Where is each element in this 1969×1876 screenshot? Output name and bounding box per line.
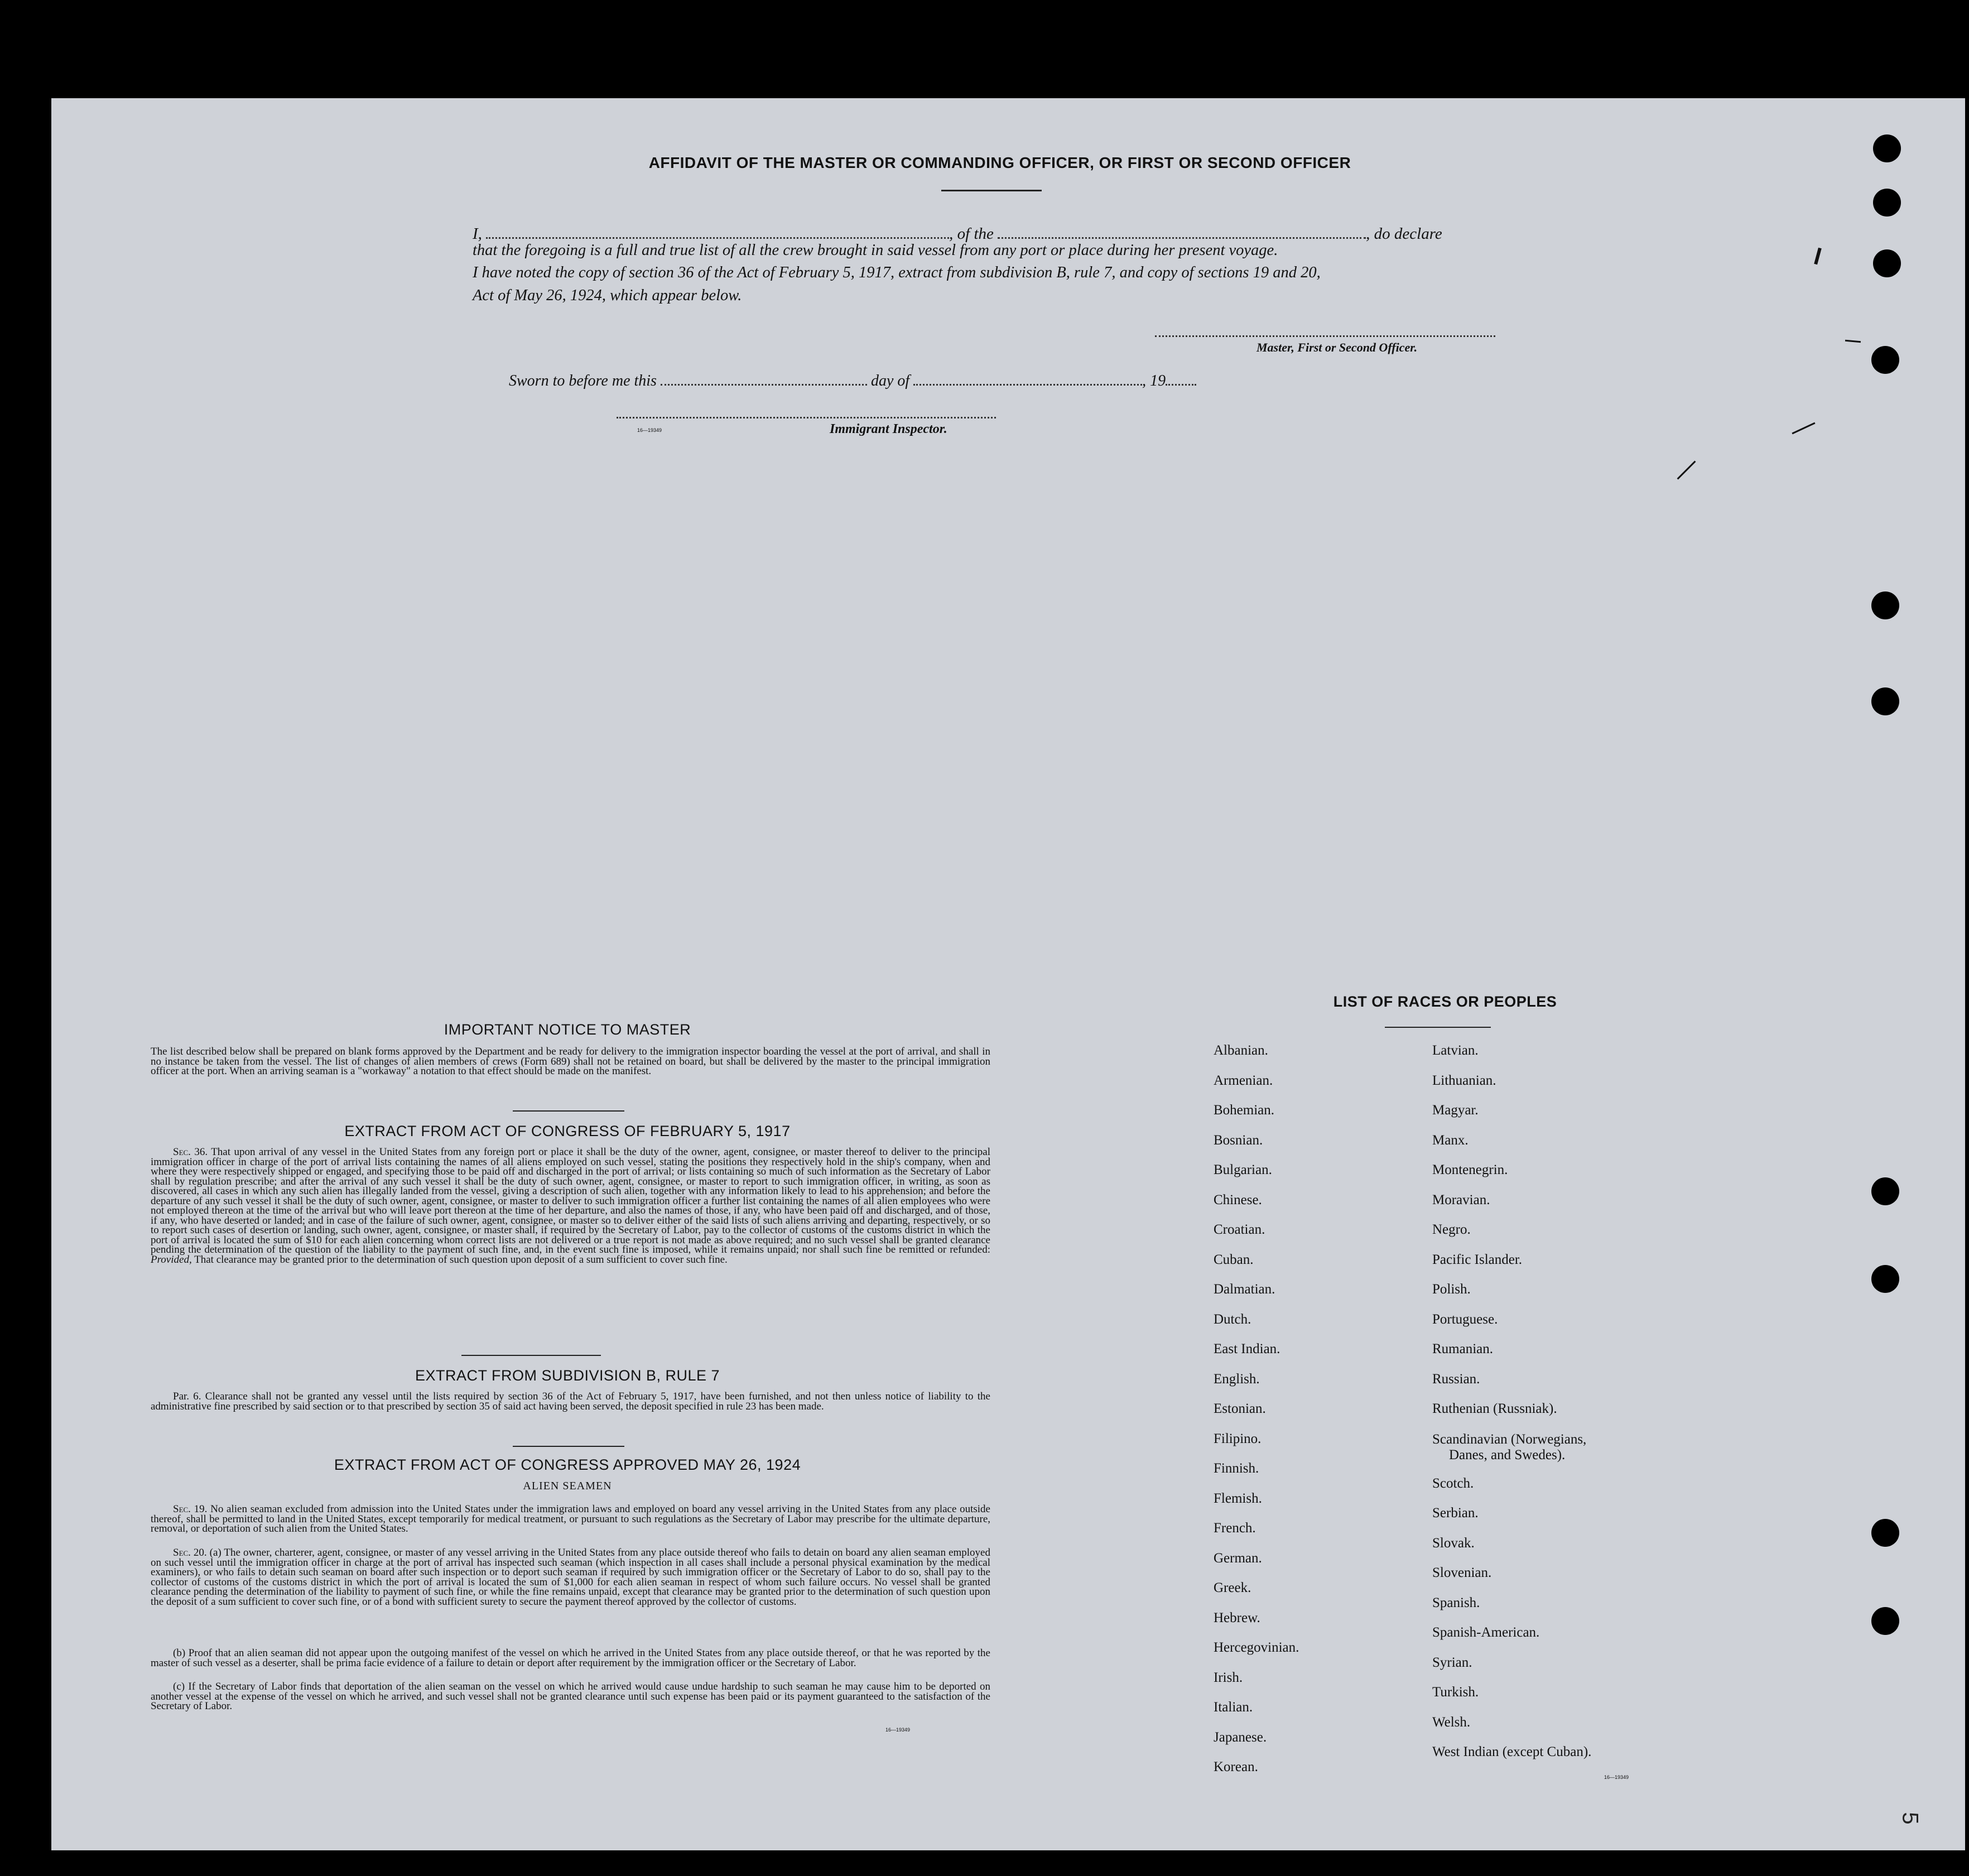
- vessel-blank[interactable]: [998, 218, 1366, 239]
- binder-hole: [1871, 1265, 1899, 1293]
- race-item: Scotch.: [1432, 1475, 1474, 1491]
- pen-mark: [1814, 248, 1822, 265]
- sec-20-label: Sec. 20.: [173, 1547, 207, 1558]
- affidavit-line-1: [473, 218, 1442, 243]
- race-item: Bulgarian.: [1214, 1162, 1272, 1177]
- race-item: Albanian.: [1214, 1043, 1268, 1058]
- title-divider: [941, 190, 1042, 191]
- race-item: Pacific Islander.: [1432, 1252, 1523, 1267]
- race-item: Russian.: [1432, 1371, 1480, 1387]
- race-item: Polish.: [1432, 1282, 1471, 1297]
- race-item: Finnish.: [1214, 1461, 1259, 1476]
- sworn-line: [509, 365, 1196, 390]
- race-item: Bosnian.: [1214, 1132, 1263, 1148]
- race-item: Turkish.: [1432, 1685, 1479, 1700]
- binder-hole: [1871, 591, 1899, 619]
- affidavit-line-2: that the foregoing is a full and true list of all the crew brought in said vessel from any port or place during her present voyage.: [473, 242, 1278, 259]
- affidavit-of-the: , of the: [949, 225, 994, 243]
- race-item: Welsh.: [1432, 1714, 1471, 1730]
- races-left-column: [1214, 1036, 1299, 1782]
- extract-1917-divider: [461, 1355, 601, 1356]
- race-item: Croatian.: [1214, 1222, 1265, 1237]
- affidavit-line-3: I have noted the copy of section 36 of the Act of February 5, 1917, extract from subdivision B, rule 7, and copy of sections 19 and 20,: [473, 264, 1321, 281]
- pen-mark: [1845, 340, 1861, 343]
- affidavit-i: I,: [473, 225, 482, 243]
- extract-1917-text: [151, 1147, 990, 1264]
- sec-19-body: No alien seaman excluded from admission into the United States under the immigration laws and employed on board any vessel arriving in the United States from any place outside thereof, shall be permitted to land in the United States, except temporarily for medical treatment, or pursuant to such regulations as the Secretary of Labor may prescribe for the ultimate departure, removal, or deportation of such alien from the United States.: [151, 1503, 990, 1535]
- race-item: Hebrew.: [1214, 1610, 1260, 1625]
- race-item: Magyar.: [1432, 1103, 1479, 1118]
- race-item: Irish.: [1214, 1670, 1243, 1685]
- sworn-month-blank[interactable]: [913, 365, 1142, 386]
- binder-hole: [1873, 249, 1901, 277]
- rule-7-title: EXTRACT FROM SUBDIVISION B, RULE 7: [415, 1367, 720, 1384]
- sec-20a-body: (a) The owner, charterer, agent, consignee, or master of any vessel arriving in the United States from any place outside thereof who fails to detain on board any alien seaman employed on such vessel until the immigration officer in charge at the port of arrival has inspected such seaman (which inspection in all cases shall include a personal physical examination by the medical examiners), or who fails to detain such seaman on board after such inspection or to deport such seaman if required by such immigration officer or the Secretary of Labor to do so, shall pay to the collector of customs of the customs district in which the port of arrival is located the sum of $1,000 for each alien seaman in respect of whom such failure occurs. No vessel shall be granted clearance pending the determination of the liability to payment of such fine, or while the fine remains unpaid, except that clearance may be granted prior to the determination of such question upon the deposit of a sum sufficient to cover such fine, or of a bond with sufficient surety to secure the payment thereof approved by the collector of customs.: [151, 1547, 990, 1608]
- sec-20b-text: (b) Proof that an alien seaman did not appear upon the outgoing manifest of the vessel on which he arrived in the United States from any place outside thereof, or that he was reported by the master of such vessel as a deserter, shall be prima facie evidence of a failure to detain or deport after requirement by the immigration officer or the Secretary of Labor.: [151, 1647, 990, 1669]
- race-item: Flemish.: [1214, 1490, 1262, 1506]
- alien-seamen-subtitle: ALIEN SEAMEN: [523, 1480, 612, 1492]
- race-item: Dalmatian.: [1214, 1282, 1275, 1297]
- race-item: Manx.: [1432, 1132, 1469, 1148]
- race-item: Slovenian.: [1432, 1565, 1492, 1580]
- inspector-signature-line[interactable]: [617, 417, 996, 419]
- binder-hole: [1871, 1607, 1899, 1635]
- race-item: Hercegovinian.: [1214, 1640, 1299, 1655]
- rule-7-divider: [513, 1446, 624, 1447]
- sec-19-label: Sec. 19.: [173, 1503, 208, 1515]
- race-item: Korean.: [1214, 1759, 1258, 1774]
- race-item: East Indian.: [1214, 1341, 1280, 1357]
- year-label: , 19: [1142, 372, 1166, 389]
- master-signature-label: Master, First or Second Officer.: [1256, 340, 1418, 354]
- master-signature-line[interactable]: [1155, 335, 1495, 337]
- sworn-year-blank[interactable]: [1166, 365, 1196, 386]
- binder-hole: [1871, 687, 1899, 715]
- race-scandinavian: Scandinavian (Norwegians,: [1432, 1431, 1587, 1447]
- binder-hole: [1871, 1177, 1899, 1205]
- race-item: Chinese.: [1214, 1192, 1262, 1208]
- affidavit-line-4: Act of May 26, 1924, which appear below.: [473, 287, 742, 304]
- race-item: Cuban.: [1214, 1252, 1254, 1267]
- binder-hole: [1873, 189, 1901, 217]
- name-blank[interactable]: [486, 218, 949, 239]
- race-item: Armenian.: [1214, 1072, 1273, 1088]
- notice-text: The list described below shall be prepared on blank forms approved by the Department and be ready for delivery to the immigration inspector boarding the vessel at the port of arrival, and shall in no instance be taken from the vessel. The list of changes of alien members of crews (Form 689) shall not be retained on board, but shall be delivered by the master to the principal immigration officer at the port. When an arriving seaman is a "workaway" a notation to that effect should be made on the manifest.: [151, 1046, 990, 1078]
- sworn-label: Sworn to before me this: [509, 372, 657, 389]
- sec-19-text: [151, 1504, 990, 1534]
- races-divider: [1385, 1027, 1491, 1028]
- binder-hole: [1871, 1519, 1899, 1547]
- pen-mark: [1677, 461, 1696, 480]
- pen-mark: [1792, 422, 1815, 435]
- sec-20a-text: [151, 1548, 990, 1607]
- binder-hole: [1873, 134, 1901, 162]
- affidavit-title: AFFIDAVIT OF THE MASTER OR COMMANDING OFFICER, OR FIRST OR SECOND OFFICER: [648, 154, 1351, 171]
- race-item: French.: [1214, 1521, 1256, 1536]
- notice-divider: [513, 1110, 624, 1112]
- sec-36-end: That clearance may be granted prior to the determination of such question upon deposit of a sum sufficient to cover such fine.: [194, 1253, 728, 1266]
- sworn-day-blank[interactable]: [661, 365, 867, 386]
- affidavit-form-code: 16—19349: [637, 427, 662, 433]
- sec-20c-text: (c) If the Secretary of Labor finds that deportation of the alien seaman on the vessel on which he arrived would cause undue hardship to such seaman he may cause him to be deported on another vessel at the expense of the vessel on which he arrived, and such vessel shall not be granted clearance until such expense has been paid or its payment guaranteed to the satisfaction of the Secretary of Labor.: [151, 1681, 990, 1713]
- extract-form-code: 16—19349: [885, 1727, 911, 1733]
- race-item: Portuguese.: [1432, 1311, 1498, 1327]
- document-page: [51, 98, 1965, 1850]
- races-right-column: [1432, 1036, 1591, 1767]
- race-item: German.: [1214, 1550, 1262, 1566]
- race-item: Lithuanian.: [1432, 1072, 1496, 1088]
- sec-36-body: That upon arrival of any vessel in the United States from any foreign port or place it shall be the duty of the owner, agent, consignee, or master thereof to deliver to the principal immigration officer in charge of the port of arrival lists containing the names of all aliens employed on such vessel, stating the positions they respectively hold in the ship's company, when and where they were respectively shipped or engaged, and specifying those to be paid off and discharged in the port of arrival; or lists containing so much of such information as the Secretary of Labor shall by regulation prescribe; and after the arrival of any such vessel it shall be the duty of such owner, agent, consignee, or master to report to such immigration officer, in writing, as soon as discovered, all cases in which any such alien has illegally landed from the vessel, giving a description of such alien, together with any information likely to lead to his apprehension; and before the departure of any such vessel it shall be the duty of such owner, agent, consignee, or master to deliver to such immigration officer a further list containing the names of all alien employees who were not employed thereon at the time of the arrival but who will leave port thereon at the time of her departure, and also the names of those, if any, who have been paid off and discharged, and of those, if any, who have deserted or landed; and in case of the failure of such owner, agent, consignee, or master so to deliver either of the said lists of such aliens arriving and departing, respectively, or so to report such cases of desertion or landing, such owner, agent, consignee, or master shall, if required by the Secretary of Labor, pay to the collector of customs of the customs district in which the port of arrival is located the sum of $10 for each alien concerning whom correct lists are not delivered or a true report is not made as above required; and no such vessel shall be granted clearance pending the determination of the question of the liability to the payment of such fine, and, in the event such fine is imposed, while it remains unpaid; nor shall such fine be remitted or refunded:: [151, 1146, 990, 1256]
- extract-1924-title: EXTRACT FROM ACT OF CONGRESS APPROVED MAY 26, 1924: [334, 1456, 801, 1473]
- sec-36-provided: Provided,: [151, 1253, 192, 1266]
- race-item: [1432, 1424, 1591, 1469]
- race-item: Dutch.: [1214, 1311, 1251, 1327]
- race-item: Moravian.: [1432, 1192, 1490, 1208]
- extract-1917-title: EXTRACT FROM ACT OF CONGRESS OF FEBRUARY 5, 1917: [344, 1123, 791, 1139]
- races-form-code: 16—19349: [1604, 1774, 1629, 1780]
- race-item: Spanish.: [1432, 1595, 1480, 1610]
- race-item: West Indian (except Cuban).: [1432, 1744, 1592, 1759]
- day-of-label: day of: [870, 372, 910, 389]
- rule-7-text: Par. 6. Clearance shall not be granted any vessel until the lists required by section 36 of the Act of February 5, 1917, have been furnished, and not then unless notice of liability to the administrative fine prescribed by said section or to that prescribed by section 35 of said act having been served, the deposit specified in rule 23 has been made.: [151, 1391, 990, 1412]
- race-item: Bohemian.: [1214, 1103, 1275, 1118]
- races-title: LIST OF RACES OR PEOPLES: [1333, 993, 1557, 1010]
- race-item: Rumanian.: [1432, 1341, 1494, 1357]
- notice-title: IMPORTANT NOTICE TO MASTER: [444, 1021, 691, 1038]
- race-item: English.: [1214, 1371, 1260, 1387]
- race-item: Slovak.: [1432, 1535, 1475, 1551]
- race-item: Syrian.: [1432, 1654, 1472, 1670]
- affidavit-declare: , do declare: [1366, 225, 1442, 243]
- margin-mark: 5: [1898, 1812, 1923, 1825]
- race-item: Latvian.: [1432, 1043, 1479, 1058]
- race-item: Montenegrin.: [1432, 1162, 1508, 1177]
- race-item: Spanish-American.: [1432, 1625, 1540, 1640]
- race-item: Ruthenian (Russniak).: [1432, 1401, 1557, 1416]
- race-item: Greek.: [1214, 1580, 1251, 1595]
- sec-36-label: Sec. 36.: [173, 1146, 208, 1158]
- race-item: Serbian.: [1432, 1505, 1479, 1521]
- race-item: Italian.: [1214, 1700, 1253, 1715]
- binder-hole: [1871, 346, 1899, 374]
- inspector-label: Immigrant Inspector.: [830, 422, 947, 436]
- race-scandinavian-cont: Danes, and Swedes).: [1449, 1447, 1566, 1463]
- race-item: Filipino.: [1214, 1431, 1262, 1446]
- race-item: Japanese.: [1214, 1729, 1267, 1745]
- race-item: Estonian.: [1214, 1401, 1266, 1416]
- race-item: Negro.: [1432, 1222, 1471, 1237]
